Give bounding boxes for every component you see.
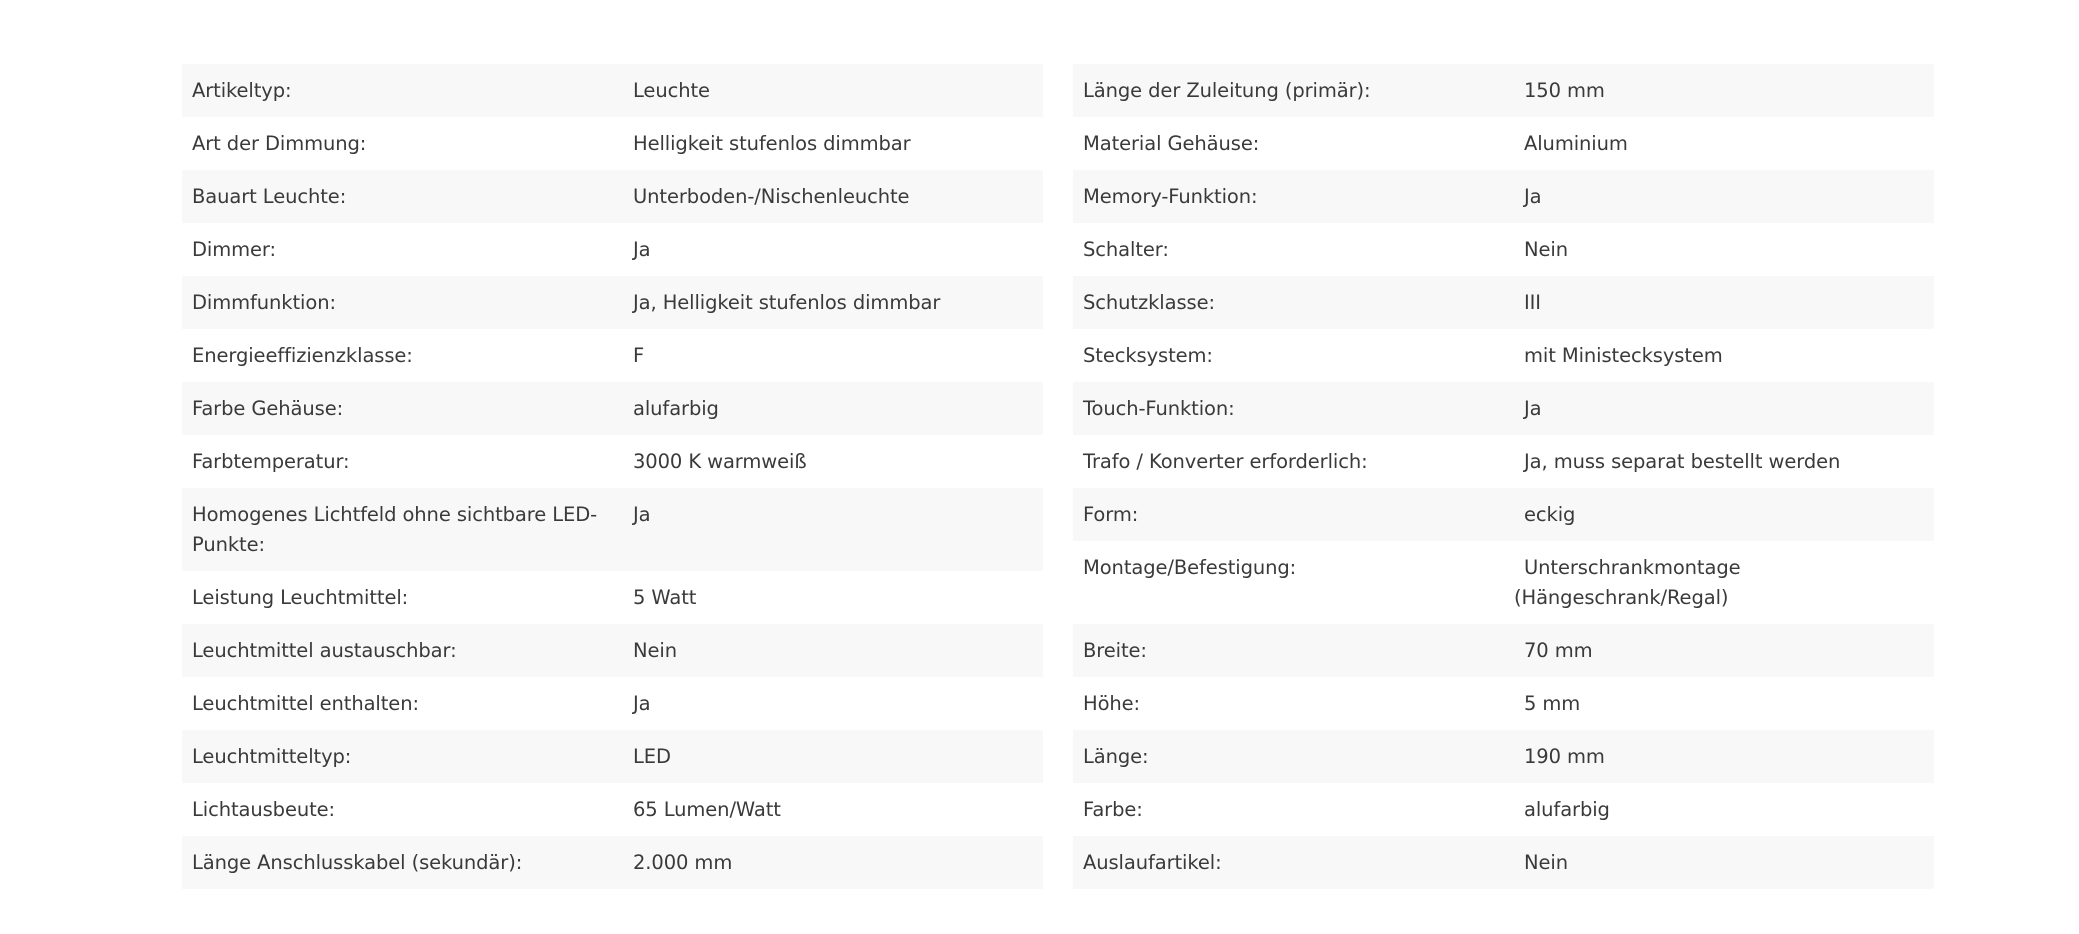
spec-row: [182, 64, 1043, 117]
spec-row: [1073, 117, 1934, 170]
spec-value: Unterboden-/Nischenleuchte: [633, 185, 910, 208]
spec-value: Nein: [1524, 238, 1568, 261]
spec-value: 5 Watt: [633, 586, 697, 609]
spec-label: Schalter:: [1083, 238, 1169, 261]
spec-label: Leuchtmitteltyp:: [192, 745, 352, 768]
spec-label: Dimmer:: [192, 238, 276, 261]
spec-value: III: [1524, 291, 1541, 314]
spec-value: Helligkeit stufenlos dimmbar: [633, 132, 911, 155]
spec-value: mit Ministecksystem: [1524, 344, 1723, 367]
spec-label: Leistung Leuchtmittel:: [192, 586, 409, 609]
spec-label: Artikeltyp:: [192, 79, 292, 102]
spec-value: F: [633, 344, 645, 367]
spec-value: 150 mm: [1524, 79, 1605, 102]
spec-row: [1073, 223, 1934, 276]
spec-label: Energieeffizienzklasse:: [192, 344, 413, 367]
spec-row: [182, 571, 1043, 624]
spec-label: Material Gehäuse:: [1083, 132, 1260, 155]
spec-label: Farbe Gehäuse:: [192, 397, 344, 420]
spec-value: Ja: [633, 238, 651, 261]
spec-label: Breite:: [1083, 639, 1147, 662]
spec-row: [182, 624, 1043, 677]
spec-row: [182, 382, 1043, 435]
spec-row: [1073, 276, 1934, 329]
spec-row: [182, 730, 1043, 783]
spec-value: Unterschrankmontage (Hängeschrank/Regal): [1514, 556, 1741, 609]
spec-label: Farbtemperatur:: [192, 450, 350, 473]
spec-row: [182, 836, 1043, 889]
spec-label: Höhe:: [1083, 692, 1141, 715]
spec-value: 3000 K warmweiß: [633, 450, 807, 473]
spec-row: [182, 223, 1043, 276]
spec-value: Ja: [1524, 397, 1542, 420]
spec-row: [1073, 783, 1934, 836]
spec-column-left: [182, 64, 1043, 889]
spec-value: Aluminium: [1524, 132, 1628, 155]
spec-row: [1073, 488, 1934, 541]
spec-value: alufarbig: [1524, 798, 1610, 821]
spec-row: [182, 677, 1043, 730]
spec-value: 2.000 mm: [633, 851, 733, 874]
spec-row: [1073, 624, 1934, 677]
spec-row: [1073, 64, 1934, 117]
spec-label: Schutzklasse:: [1083, 291, 1215, 314]
spec-label: Dimmfunktion:: [192, 291, 336, 314]
spec-label: Bauart Leuchte:: [192, 185, 347, 208]
spec-row: [1073, 329, 1934, 382]
spec-value: 5 mm: [1524, 692, 1581, 715]
spec-row: [182, 329, 1043, 382]
spec-label: Farbe:: [1083, 798, 1143, 821]
spec-value: Ja: [1524, 185, 1542, 208]
spec-row: [1073, 677, 1934, 730]
spec-label: Homogenes Lichtfeld ohne sichtbare LED-Punkte:: [192, 503, 598, 556]
spec-value: 70 mm: [1524, 639, 1593, 662]
spec-row: [182, 435, 1043, 488]
spec-value: Leuchte: [633, 79, 710, 102]
product-specifications: [182, 64, 1934, 889]
spec-label: Länge der Zuleitung (primär):: [1083, 79, 1371, 102]
spec-label: Leuchtmittel austauschbar:: [192, 639, 457, 662]
spec-row: [1073, 541, 1934, 624]
spec-row: [1073, 170, 1934, 223]
spec-value: Ja: [633, 503, 651, 526]
spec-value: Ja, muss separat bestellt werden: [1524, 450, 1841, 473]
spec-label: Touch-Funktion:: [1083, 397, 1235, 420]
spec-row: [182, 488, 1043, 571]
spec-row: [182, 117, 1043, 170]
spec-label: Auslaufartikel:: [1083, 851, 1222, 874]
spec-value: Ja, Helligkeit stufenlos dimmbar: [633, 291, 941, 314]
spec-value: LED: [633, 745, 671, 768]
spec-label: Leuchtmittel enthalten:: [192, 692, 419, 715]
spec-value: eckig: [1524, 503, 1576, 526]
spec-value: Ja: [633, 692, 651, 715]
spec-label: Trafo / Konverter erforderlich:: [1083, 450, 1368, 473]
spec-value: Nein: [633, 639, 677, 662]
spec-label: Länge Anschlusskabel (sekundär):: [192, 851, 523, 874]
spec-value: 190 mm: [1524, 745, 1605, 768]
spec-value: 65 Lumen/Watt: [633, 798, 781, 821]
spec-row: [1073, 730, 1934, 783]
spec-value: alufarbig: [633, 397, 719, 420]
spec-row: [182, 170, 1043, 223]
spec-label: Länge:: [1083, 745, 1149, 768]
spec-row: [1073, 382, 1934, 435]
spec-label: Stecksystem:: [1083, 344, 1213, 367]
spec-label: Montage/Befestigung:: [1083, 556, 1297, 579]
spec-label: Lichtausbeute:: [192, 798, 336, 821]
spec-row: [1073, 435, 1934, 488]
spec-label: Art der Dimmung:: [192, 132, 367, 155]
spec-label: Memory-Funktion:: [1083, 185, 1258, 208]
spec-label: Form:: [1083, 503, 1139, 526]
spec-column-right: [1073, 64, 1934, 889]
spec-value: Nein: [1524, 851, 1568, 874]
spec-row: [182, 276, 1043, 329]
spec-row: [182, 783, 1043, 836]
spec-row: [1073, 836, 1934, 889]
